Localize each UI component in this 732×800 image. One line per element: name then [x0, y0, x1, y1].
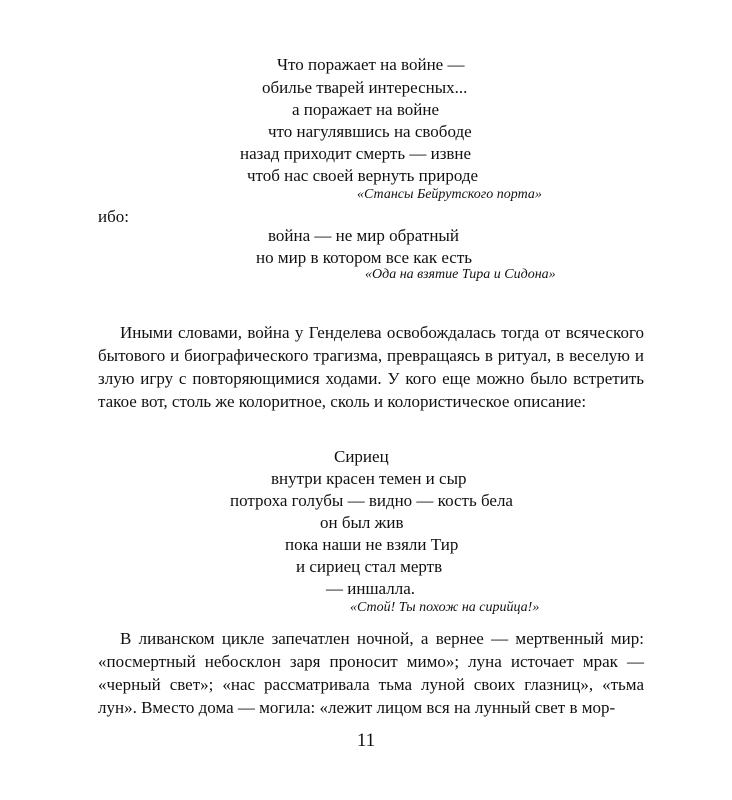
verse-line: — иншалла.	[326, 579, 415, 598]
verse-line: обилье тварей интересных...	[262, 78, 468, 97]
verse-line: война — не мир обратный	[268, 226, 459, 245]
poem-source: «Стой! Ты похож на сирийца!»	[350, 600, 540, 615]
verse-line: Сириец	[334, 447, 389, 466]
poem-source: «Стансы Бейрутского порта»	[357, 187, 542, 202]
verse-line: что нагулявшись на свободе	[268, 122, 472, 141]
body-paragraph-2	[98, 627, 644, 719]
verse-line: Что поражает на войне —	[277, 55, 465, 74]
verse-line: потроха голубы — видно — кость бела	[230, 491, 513, 510]
verse-line: а поражает на войне	[292, 100, 439, 119]
verse-line: назад приходит смерть — извне	[240, 144, 472, 163]
verse-line: и сириец стал мертв	[296, 557, 443, 576]
connector-text: ибо:	[98, 207, 129, 226]
poem-source: «Ода на взятие Тира и Сидона»	[365, 267, 556, 282]
paragraph-text: В ливанском цикле запечатлен ночной, а вернее — мертвенный мир: «посмертный небосклон заря проносит мимо»; луна источает мрак — «черный свет»; «нас рассматривала тьма луной своих глазниц», «тьма лун». Вместо дома — могила: «лежит лицом вся на лунный свет в мор-	[98, 629, 644, 717]
verse-line: внутри красен темен и сыр	[271, 469, 467, 488]
verse-line: чтоб нас своей вернуть природе	[247, 166, 479, 185]
paragraph-text: Иными словами, война у Генделева освобождалась тогда от всяческого бытового и биографического трагизма, превращаясь в ритуал, в веселую и злую игру с повторяющимися ходами. У кого еще можно было встретить такое вот, столь же колоритное, сколь и колористическое описание:	[98, 323, 644, 411]
page-number: 11	[356, 730, 376, 751]
verse-line: он был жив	[320, 513, 404, 532]
body-paragraph-1	[98, 321, 644, 413]
verse-line: но мир в котором все как есть	[256, 248, 473, 267]
verse-line: пока наши не взяли Тир	[285, 535, 459, 554]
